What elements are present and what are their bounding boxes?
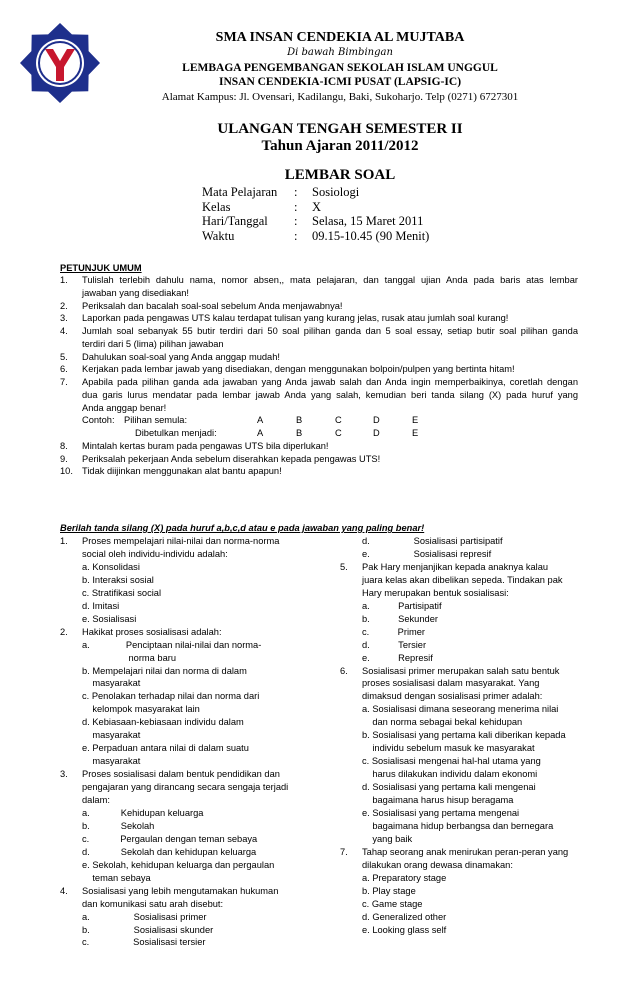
- question-line: harus dilakukan individu dalam ekonomi: [362, 769, 538, 780]
- question-line: proses sosialisasi dalam masyarakat. Yang: [362, 678, 540, 689]
- question-line: b. Sosialisasi yang pertama kali diberikan kepada: [362, 730, 566, 741]
- example-option: D: [373, 415, 380, 426]
- instruction-text: Tidak diijinkan menggunakan alat bantu apapun!: [82, 466, 282, 477]
- instruction-number: 9.: [60, 453, 68, 464]
- example-option: B: [296, 415, 303, 426]
- example-option: E: [412, 415, 419, 426]
- question-line: c. Sosialisasi tersier: [82, 937, 206, 948]
- info-label: Waktu: [202, 228, 235, 243]
- question-line: dan norma sebagai bekal kehidupan: [362, 717, 523, 728]
- question-line: dilakukan orang dewasa dinamakan:: [362, 859, 513, 870]
- org-name-line2: INSAN CENDEKIA-ICMI PUSAT (LAPSIG-IC): [218, 76, 462, 88]
- question-line: individu sebelum masuk ke masyarakat: [362, 743, 535, 754]
- question-line: social oleh individu-individu adalah:: [82, 548, 228, 559]
- question-line: e. Looking glass self: [362, 924, 447, 935]
- instruction-text: Kerjakan pada lembar jawab yang disediakan, dengan menggunakan bolpoin/pulpen yang bertinta hitam!: [82, 364, 515, 375]
- info-value: Selasa, 15 Maret 2011: [312, 214, 424, 228]
- info-separator: :: [294, 214, 298, 228]
- question-line: Sosialisasi yang lebih mengutamakan hukuman: [82, 885, 279, 896]
- question-line: dan komunikasi satu arah disebut:: [82, 898, 224, 909]
- info-separator: :: [294, 228, 298, 243]
- school-address: Alamat Kampus: Jl. Ovensari, Kadilangu, Baki, Sukoharjo. Telp (0271) 6727301: [161, 91, 519, 103]
- instruction-number: 6.: [60, 364, 68, 375]
- instruction-text: Anda anggap benar!: [82, 402, 167, 413]
- question-number: 3.: [60, 769, 68, 780]
- instruction-number: 1.: [60, 275, 68, 285]
- question-line: c. Game stage: [362, 898, 423, 909]
- exam-title: ULANGAN TENGAH SEMESTER II: [217, 121, 463, 137]
- instruction-number: 3.: [60, 313, 68, 324]
- questions-heading: Berilah tanda silang (X) pada huruf a,b,c,d atau e pada jawaban yang paling benar!: [60, 523, 425, 533]
- question-line: c. Primer: [362, 626, 426, 637]
- question-line: norma baru: [82, 652, 177, 663]
- instruction-text: Mintalah kertas buram pada pengawas UTS bila diperlukan!: [82, 440, 329, 451]
- instruction-text: jawaban yang disediakan!: [82, 287, 189, 298]
- instruction-number: 5.: [60, 351, 68, 362]
- example-row1-label: Pilihan semula:: [124, 415, 188, 426]
- instructions-heading: PETUNJUK UMUM: [60, 263, 142, 273]
- question-line: bagaimana hidup berbangsa dan bernegara: [362, 820, 554, 831]
- question-line: masyarakat: [82, 678, 141, 689]
- example-option: A: [257, 415, 264, 426]
- example-option: C: [335, 415, 342, 426]
- question-line: c. Sosialisasi mengenai hal-hal utama yang: [362, 756, 541, 767]
- info-label: Hari/Tanggal: [202, 214, 268, 228]
- header-subtitle: Di bawah Bimbingan: [287, 47, 393, 58]
- example-option: A: [257, 428, 264, 438]
- info-value: Sosiologi: [312, 185, 360, 199]
- question-line: juara kelas akan dibelikan sepeda. Tindakan pak: [362, 574, 563, 585]
- instruction-text: dua garis lurus mendatar pada lembar jawab Anda yang salah, kemudian beri tanda silang (X) pada huruf yang: [82, 389, 578, 400]
- question-line: d. Sosialisasi yang pertama kali mengenai: [362, 782, 536, 793]
- instruction-text: Apabila pada pilihan ganda ada jawaban yang Anda jawab salah dan Anda ingin memperbaikinya, coretlah dengan: [82, 377, 578, 387]
- question-line: e. Sosialisasi represif: [362, 548, 492, 559]
- info-separator: :: [294, 185, 298, 199]
- question-line: a. Sosialisasi primer: [82, 911, 207, 922]
- org-name-line1: LEMBAGA PENGEMBANGAN SEKOLAH ISLAM UNGGUL: [182, 62, 498, 74]
- question-line: e. Represif: [362, 652, 433, 663]
- example-option: B: [296, 428, 303, 438]
- instruction-number: 8.: [60, 440, 68, 451]
- question-line: Hary merupakan bentuk sosialisasi:: [362, 587, 509, 598]
- question-line: b. Sekolah: [82, 820, 155, 831]
- question-line: d. Tersier: [362, 639, 427, 650]
- question-line: b. Mempelajari nilai dan norma di dalam: [82, 665, 247, 676]
- example-row2-label: Dibetulkan menjadi:: [135, 428, 217, 438]
- question-line: c. Penolakan terhadap nilai dan norma dari: [82, 691, 260, 702]
- question-line: Sosialisasi primer merupakan salah satu bentuk: [362, 665, 560, 676]
- question-line: Hakikat proses sosialisasi adalah:: [82, 626, 222, 637]
- instruction-text: terdiri dari 5 (lima) pilihan jawaban: [82, 338, 224, 349]
- question-line: e. Perpaduan antara nilai di dalam suatu: [82, 743, 249, 754]
- question-line: Proses mempelajari nilai-nilai dan norma-norma: [82, 536, 280, 546]
- question-number: 2.: [60, 626, 68, 637]
- instruction-number: 4.: [60, 326, 68, 336]
- instruction-text: Tulislah terlebih dahulu nama, nomor absen,, mata pelajaran, dan tanggal ujian Anda pada baris atas lembar: [82, 275, 578, 285]
- exam-year: Tahun Ajaran 2011/2012: [261, 138, 419, 154]
- question-number: 4.: [60, 885, 68, 896]
- question-line: dalam:: [82, 795, 110, 805]
- question-line: a. Kehidupan keluarga: [82, 807, 204, 818]
- question-number: 5.: [340, 561, 348, 572]
- question-line: kelompok masyarakat lain: [82, 704, 200, 715]
- question-line: pengajaran yang dirancang secara sengaja terjadi: [82, 782, 289, 793]
- question-line: d. Sosialisasi partisipatif: [362, 536, 503, 546]
- instruction-text: Dahulukan soal-soal yang Anda anggap mudah!: [82, 351, 280, 362]
- school-name: SMA INSAN CENDEKIA AL MUJTABA: [215, 30, 465, 45]
- question-number: 6.: [340, 665, 348, 676]
- question-line: b. Sekunder: [362, 613, 438, 624]
- instruction-number: 10.: [60, 466, 73, 477]
- question-line: Proses sosialisasi dalam bentuk pendidikan dan: [82, 769, 280, 780]
- example-option: D: [373, 428, 380, 438]
- instruction-text: Jumlah soal sebanyak 55 butir terdiri dari 50 soal pilihan ganda dan 5 soal essay, setiap butir soal pilihan ganda: [82, 326, 578, 336]
- example-option: E: [412, 428, 419, 438]
- instruction-number: 7.: [60, 377, 68, 387]
- question-line: Tahap seorang anak menirukan peran-peran yang: [362, 846, 569, 857]
- question-line: d. Kebiasaan-kebiasaan individu dalam: [82, 717, 244, 728]
- example-label: Contoh:: [82, 415, 115, 426]
- question-line: a. Partisipatif: [362, 600, 442, 611]
- instruction-text: Periksalah dan bacalah soal-soal sebelum Anda menjawabnya!: [82, 300, 343, 311]
- info-value: X: [312, 199, 322, 214]
- question-line: a. Penciptaan nilai-nilai dan norma-: [82, 639, 262, 650]
- question-line: b. Play stage: [362, 885, 416, 896]
- instruction-number: 2.: [60, 300, 68, 311]
- question-line: c. Pergaulan dengan teman sebaya: [82, 833, 258, 844]
- question-line: d. Imitasi: [82, 600, 120, 611]
- instruction-text: Laporkan pada pengawas UTS kalau terdapat tulisan yang kurang jelas, rusak atau jumlah soal kurang!: [82, 313, 509, 324]
- instruction-text: Periksalah pekerjaan Anda sebelum diserahkan kepada pengawas UTS!: [82, 453, 381, 464]
- info-label: Kelas: [202, 199, 231, 214]
- info-separator: :: [294, 199, 298, 214]
- question-line: a. Sosialisasi dimana seseorang menerima nilai: [362, 704, 559, 715]
- example-option: C: [335, 428, 342, 438]
- question-line: e. Sosialisasi yang pertama mengenai: [362, 807, 520, 818]
- question-line: c. Stratifikasi social: [82, 587, 162, 598]
- question-line: d. Sekolah dan kehidupan keluarga: [82, 846, 257, 857]
- question-line: masyarakat: [82, 730, 141, 741]
- question-line: teman sebaya: [82, 872, 151, 883]
- question-line: yang baik: [362, 833, 413, 844]
- question-line: masyarakat: [82, 756, 141, 767]
- question-line: d. Generalized other: [362, 911, 447, 922]
- info-value: 09.15-10.45 (90 Menit): [312, 228, 430, 243]
- question-line: a. Konsolidasi: [82, 561, 140, 572]
- question-line: b. Sosialisasi skunder: [82, 924, 214, 935]
- question-number: 7.: [340, 846, 348, 857]
- question-number: 1.: [60, 536, 68, 546]
- info-label: Mata Pelajaran: [202, 185, 278, 199]
- question-line: a. Preparatory stage: [362, 872, 447, 883]
- question-line: e. Sosialisasi: [82, 613, 137, 624]
- question-line: dimaksud dengan sosialisasi primer adalah:: [362, 691, 543, 702]
- question-line: b. Interaksi sosial: [82, 574, 154, 585]
- question-line: e. Sekolah, kehidupan keluarga dan pergaulan: [82, 859, 275, 870]
- question-line: Pak Hary menjanjikan kepada anaknya kalau: [362, 561, 549, 572]
- question-line: bagaimana harus hisup beragama: [362, 795, 514, 805]
- sheet-title: LEMBAR SOAL: [284, 167, 396, 183]
